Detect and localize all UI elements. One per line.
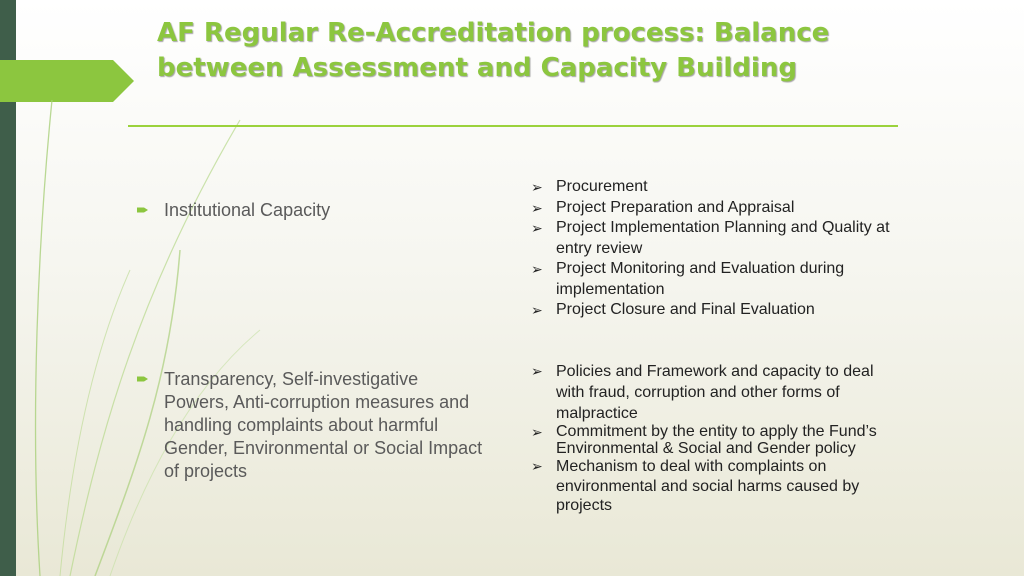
list-item: ➢ Mechanism to deal with complaints on environmental and social harms caused by projects [531, 458, 860, 514]
check-arrow-icon: ➢ [531, 363, 543, 379]
list-item: ➢ Project Implementation Planning and Quality at entry review [531, 219, 890, 257]
check-arrow-icon: ➢ [531, 179, 543, 195]
slide-title: AF Regular Re-Accreditation process: Balance between Assessment and Capacity Building [157, 18, 830, 83]
section-heading-transparency [137, 368, 487, 483]
list-item: ➢ Project Closure and Final Evaluation [531, 300, 891, 321]
check-arrow-icon: ➢ [531, 302, 543, 318]
check-arrow-icon: ➢ [531, 458, 543, 474]
list-item: ➢ Commitment by the entity to apply the Fund’s Environmental & Social and Gender policy [531, 423, 877, 457]
list-item: ➢ Policies and Framework and capacity to deal with fraud, corruption and other forms of malpractice [531, 363, 874, 422]
pointer-arrow-icon [137, 206, 148, 214]
check-arrow-icon: ➢ [531, 424, 543, 440]
section-heading-text: Institutional Capacity [164, 200, 331, 220]
check-arrow-icon: ➢ [531, 199, 543, 216]
check-arrow-icon: ➢ [531, 261, 543, 277]
list-item: ➢ Procurement [531, 177, 891, 198]
title-divider [128, 125, 898, 127]
pointer-arrow-icon [137, 375, 148, 383]
list-item: ➢ Project Monitoring and Evaluation during implementation [531, 260, 845, 298]
section-heading-text: Transparency, Self-investigative Powers, Anti-corruption measures and handling complaints about harmful Gender, Environmental or Social Impact of projects [164, 369, 483, 481]
transparency-items-list [531, 361, 891, 516]
check-arrow-icon: ➢ [531, 220, 543, 236]
institutional-items-list [531, 177, 891, 321]
list-item: ➢ Project Preparation and Appraisal [531, 198, 891, 219]
section-heading-institutional [137, 199, 330, 222]
